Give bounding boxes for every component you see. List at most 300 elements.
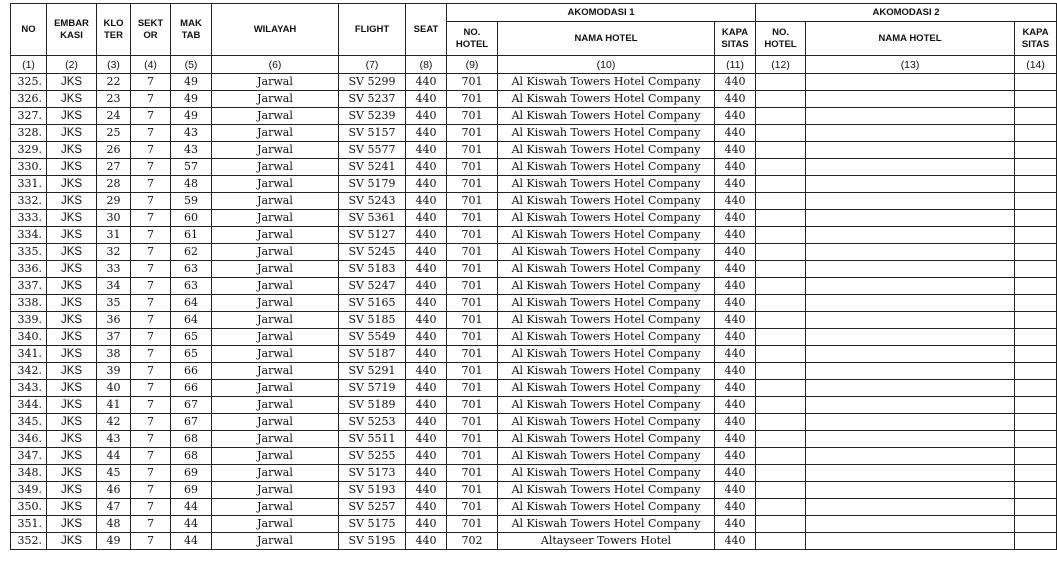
cell-wilayah: Jarwal [212,278,339,295]
cell-maktab: 43 [171,125,212,142]
table-row [11,193,1057,210]
cell-wilayah: Jarwal [212,363,339,380]
cell-embarkasi: JKS [47,533,97,550]
cell-no: 332. [11,193,47,210]
cell-kloter: 36 [97,312,131,329]
table-row [11,363,1057,380]
cell-nama-hotel-2 [806,312,1015,329]
cell-no: 333. [11,210,47,227]
cell-flight: SV 5245 [339,244,406,261]
cell-maktab: 49 [171,108,212,125]
cell-sektor: 7 [131,346,171,363]
cell-seat: 440 [406,108,447,125]
cell-nama-hotel-2 [806,210,1015,227]
cell-flight: SV 5299 [339,74,406,91]
cell-no-hotel-2 [756,295,806,312]
header-flight: FLIGHT [339,4,406,56]
header-no-hotel-2: NO. HOTEL [756,22,806,56]
cell-no-hotel-2 [756,312,806,329]
cell-kapasitas-2 [1015,176,1057,193]
cell-nama-hotel: Al Kiswah Towers Hotel Company [498,108,715,125]
cell-embarkasi: JKS [47,278,97,295]
cell-kapasitas: 440 [715,261,756,278]
cell-wilayah: Jarwal [212,91,339,108]
cell-seat: 440 [406,261,447,278]
cell-no-hotel-2 [756,159,806,176]
header-akomodasi-1: AKOMODASI 1 [447,4,756,22]
cell-nama-hotel-2 [806,227,1015,244]
cell-kapasitas-2 [1015,499,1057,516]
cell-seat: 440 [406,278,447,295]
cell-nama-hotel-2 [806,516,1015,533]
cell-flight: SV 5255 [339,448,406,465]
cell-seat: 440 [406,244,447,261]
cell-no-hotel: 701 [447,499,498,516]
cell-seat: 440 [406,227,447,244]
table-row [11,261,1057,278]
table-body-top [11,74,1057,261]
cell-seat: 440 [406,397,447,414]
cell-kapasitas: 440 [715,363,756,380]
cell-kapasitas: 440 [715,329,756,346]
cell-seat: 440 [406,176,447,193]
cell-no: 348. [11,465,47,482]
header-embarkasi: EMBAR KASI [47,4,97,56]
header-seat: SEAT [406,4,447,56]
cell-kapasitas-2 [1015,142,1057,159]
cell-nama-hotel: Al Kiswah Towers Hotel Company [498,91,715,108]
cell-wilayah: Jarwal [212,125,339,142]
cell-nama-hotel: Al Kiswah Towers Hotel Company [498,465,715,482]
cell-seat: 440 [406,414,447,431]
cell-no-hotel-2 [756,142,806,159]
cell-embarkasi: JKS [47,397,97,414]
cell-no: 325. [11,74,47,91]
table-row [11,278,1057,295]
cell-maktab: 63 [171,261,212,278]
cell-no-hotel-2 [756,74,806,91]
cell-nama-hotel-2 [806,142,1015,159]
header-kapasitas-1: KAPA SITAS [715,22,756,56]
cell-maktab: 43 [171,142,212,159]
cell-flight: SV 5361 [339,210,406,227]
cell-embarkasi: JKS [47,363,97,380]
cell-wilayah: Jarwal [212,142,339,159]
cell-wilayah: Jarwal [212,516,339,533]
cell-nama-hotel-2 [806,499,1015,516]
cell-kloter: 32 [97,244,131,261]
cell-maktab: 67 [171,397,212,414]
cell-kapasitas-2 [1015,193,1057,210]
cell-seat: 440 [406,91,447,108]
cell-flight: SV 5237 [339,91,406,108]
cell-kloter: 29 [97,193,131,210]
table-row [11,414,1057,431]
cell-no-hotel: 701 [447,125,498,142]
cell-maktab: 44 [171,516,212,533]
cell-flight: SV 5193 [339,482,406,499]
cell-no-hotel-2 [756,397,806,414]
cell-no-hotel-2 [756,261,806,278]
cell-seat: 440 [406,499,447,516]
cell-no-hotel-2 [756,431,806,448]
cell-embarkasi: JKS [47,244,97,261]
table-row [11,142,1057,159]
cell-seat: 440 [406,516,447,533]
cell-flight: SV 5577 [339,142,406,159]
table-row [11,329,1057,346]
cell-maktab: 63 [171,278,212,295]
cell-kapasitas: 440 [715,244,756,261]
cell-sektor: 7 [131,261,171,278]
cell-nama-hotel: Al Kiswah Towers Hotel Company [498,482,715,499]
cell-kapasitas: 440 [715,210,756,227]
cell-sektor: 7 [131,176,171,193]
cell-wilayah: Jarwal [212,74,339,91]
cell-sektor: 7 [131,516,171,533]
cell-nama-hotel: Al Kiswah Towers Hotel Company [498,210,715,227]
cell-sektor: 7 [131,499,171,516]
table-row [11,465,1057,482]
cell-maktab: 57 [171,159,212,176]
cell-no-hotel: 701 [447,108,498,125]
cell-sektor: 7 [131,397,171,414]
table-row [11,380,1057,397]
cell-kapasitas: 440 [715,431,756,448]
col-number: (14) [1015,56,1057,74]
cell-flight: SV 5157 [339,125,406,142]
cell-flight: SV 5179 [339,176,406,193]
header-kapasitas-2: KAPA SITAS [1015,22,1057,56]
table-row [11,516,1057,533]
cell-embarkasi: JKS [47,125,97,142]
cell-embarkasi: JKS [47,312,97,329]
cell-flight: SV 5189 [339,397,406,414]
cell-kloter: 44 [97,448,131,465]
cell-wilayah: Jarwal [212,431,339,448]
cell-kapasitas: 440 [715,397,756,414]
cell-seat: 440 [406,346,447,363]
cell-wilayah: Jarwal [212,312,339,329]
cell-kloter: 49 [97,533,131,550]
cell-no-hotel: 701 [447,516,498,533]
cell-maktab: 44 [171,499,212,516]
cell-nama-hotel-2 [806,193,1015,210]
cell-no-hotel: 701 [447,176,498,193]
cell-wilayah: Jarwal [212,465,339,482]
cell-kapasitas: 440 [715,176,756,193]
cell-no: 337. [11,278,47,295]
cell-embarkasi: JKS [47,91,97,108]
cell-nama-hotel: Al Kiswah Towers Hotel Company [498,380,715,397]
cell-wilayah: Jarwal [212,193,339,210]
cell-embarkasi: JKS [47,516,97,533]
col-number: (8) [406,56,447,74]
table-row [11,448,1057,465]
cell-sektor: 7 [131,465,171,482]
cell-wilayah: Jarwal [212,244,339,261]
cell-nama-hotel: Al Kiswah Towers Hotel Company [498,142,715,159]
cell-no-hotel-2 [756,108,806,125]
cell-kapasitas-2 [1015,244,1057,261]
cell-kloter: 46 [97,482,131,499]
cell-nama-hotel-2 [806,91,1015,108]
cell-kapasitas-2 [1015,210,1057,227]
header-akomodasi-2: AKOMODASI 2 [756,4,1057,22]
cell-seat: 440 [406,482,447,499]
cell-no-hotel-2 [756,346,806,363]
cell-sektor: 7 [131,448,171,465]
cell-nama-hotel: Al Kiswah Towers Hotel Company [498,499,715,516]
cell-wilayah: Jarwal [212,397,339,414]
cell-kloter: 23 [97,91,131,108]
cell-no-hotel: 701 [447,278,498,295]
cell-kapasitas: 440 [715,142,756,159]
cell-kapasitas: 440 [715,380,756,397]
cell-kloter: 34 [97,278,131,295]
cell-kapasitas-2 [1015,295,1057,312]
cell-seat: 440 [406,363,447,380]
cell-kapasitas-2 [1015,159,1057,176]
cell-no-hotel: 701 [447,159,498,176]
cell-flight: SV 5175 [339,516,406,533]
cell-embarkasi: JKS [47,227,97,244]
cell-kloter: 39 [97,363,131,380]
cell-nama-hotel-2 [806,414,1015,431]
cell-maktab: 62 [171,244,212,261]
cell-wilayah: Jarwal [212,159,339,176]
cell-wilayah: Jarwal [212,108,339,125]
cell-sektor: 7 [131,533,171,550]
cell-no-hotel: 701 [447,363,498,380]
cell-maktab: 65 [171,329,212,346]
cell-flight: SV 5127 [339,227,406,244]
cell-nama-hotel: Al Kiswah Towers Hotel Company [498,431,715,448]
cell-no-hotel-2 [756,516,806,533]
cell-kloter: 42 [97,414,131,431]
cell-no-hotel: 701 [447,193,498,210]
cell-seat: 440 [406,533,447,550]
cell-no: 347. [11,448,47,465]
cell-seat: 440 [406,74,447,91]
cell-kapasitas: 440 [715,108,756,125]
cell-no: 345. [11,414,47,431]
cell-kapasitas-2 [1015,329,1057,346]
cell-wilayah: Jarwal [212,346,339,363]
cell-no-hotel: 701 [447,431,498,448]
cell-flight: SV 5187 [339,346,406,363]
cell-maktab: 67 [171,414,212,431]
cell-no: 335. [11,244,47,261]
header-sektor: SEKT OR [131,4,171,56]
cell-no: 343. [11,380,47,397]
cell-nama-hotel: Al Kiswah Towers Hotel Company [498,244,715,261]
cell-flight: SV 5165 [339,295,406,312]
col-number: (10) [498,56,715,74]
table-row [11,346,1057,363]
cell-kapasitas: 440 [715,448,756,465]
cell-kloter: 40 [97,380,131,397]
cell-no-hotel-2 [756,465,806,482]
cell-nama-hotel: Al Kiswah Towers Hotel Company [498,74,715,91]
cell-kapasitas: 440 [715,312,756,329]
cell-flight: SV 5183 [339,261,406,278]
accommodation-table [10,3,1057,550]
col-number: (6) [212,56,339,74]
cell-kapasitas-2 [1015,448,1057,465]
cell-kapasitas: 440 [715,227,756,244]
cell-maktab: 60 [171,210,212,227]
cell-no-hotel-2 [756,176,806,193]
cell-sektor: 7 [131,312,171,329]
cell-embarkasi: JKS [47,329,97,346]
col-number: (3) [97,56,131,74]
cell-maktab: 48 [171,176,212,193]
header-no-hotel-1: NO. HOTEL [447,22,498,56]
cell-sektor: 7 [131,329,171,346]
cell-wilayah: Jarwal [212,499,339,516]
cell-nama-hotel-2 [806,448,1015,465]
cell-kloter: 31 [97,227,131,244]
cell-no-hotel-2 [756,193,806,210]
cell-kloter: 27 [97,159,131,176]
cell-kapasitas-2 [1015,74,1057,91]
table-row [11,431,1057,448]
cell-wilayah: Jarwal [212,329,339,346]
cell-wilayah: Jarwal [212,210,339,227]
cell-no-hotel-2 [756,91,806,108]
cell-embarkasi: JKS [47,465,97,482]
cell-kapasitas: 440 [715,465,756,482]
cell-maktab: 49 [171,74,212,91]
table-row [11,125,1057,142]
cell-nama-hotel-2 [806,74,1015,91]
cell-no: 341. [11,346,47,363]
cell-kloter: 37 [97,329,131,346]
cell-nama-hotel-2 [806,261,1015,278]
cell-no: 327. [11,108,47,125]
cell-kapasitas-2 [1015,533,1057,550]
cell-no: 336. [11,261,47,278]
table-row [11,397,1057,414]
cell-nama-hotel: Al Kiswah Towers Hotel Company [498,516,715,533]
cell-seat: 440 [406,142,447,159]
cell-sektor: 7 [131,380,171,397]
cell-nama-hotel-2 [806,244,1015,261]
cell-no-hotel-2 [756,380,806,397]
cell-sektor: 7 [131,125,171,142]
table-row [11,533,1057,550]
cell-sektor: 7 [131,482,171,499]
cell-sektor: 7 [131,108,171,125]
cell-nama-hotel-2 [806,363,1015,380]
table-row [11,227,1057,244]
table-header [11,4,1057,74]
cell-no-hotel-2 [756,482,806,499]
cell-kapasitas: 440 [715,125,756,142]
cell-nama-hotel-2 [806,108,1015,125]
cell-kloter: 25 [97,125,131,142]
cell-no-hotel: 701 [447,346,498,363]
header-nama-hotel-1: NAMA HOTEL [498,22,715,56]
cell-embarkasi: JKS [47,261,97,278]
cell-kapasitas-2 [1015,261,1057,278]
header-nama-hotel-2: NAMA HOTEL [806,22,1015,56]
cell-kloter: 35 [97,295,131,312]
cell-nama-hotel: Al Kiswah Towers Hotel Company [498,261,715,278]
cell-seat: 440 [406,448,447,465]
cell-nama-hotel: Al Kiswah Towers Hotel Company [498,295,715,312]
cell-kapasitas-2 [1015,380,1057,397]
cell-embarkasi: JKS [47,142,97,159]
cell-nama-hotel: Al Kiswah Towers Hotel Company [498,329,715,346]
header-kloter: KLO TER [97,4,131,56]
cell-no: 334. [11,227,47,244]
cell-nama-hotel-2 [806,431,1015,448]
column-number-row [11,56,1057,74]
cell-no-hotel: 701 [447,329,498,346]
cell-kloter: 45 [97,465,131,482]
cell-sektor: 7 [131,193,171,210]
cell-flight: SV 5291 [339,363,406,380]
cell-sektor: 7 [131,210,171,227]
cell-kloter: 26 [97,142,131,159]
cell-kapasitas: 440 [715,74,756,91]
cell-kloter: 38 [97,346,131,363]
cell-wilayah: Jarwal [212,380,339,397]
col-number: (5) [171,56,212,74]
cell-wilayah: Jarwal [212,261,339,278]
cell-maktab: 66 [171,380,212,397]
cell-maktab: 69 [171,465,212,482]
cell-nama-hotel-2 [806,346,1015,363]
cell-wilayah: Jarwal [212,448,339,465]
cell-no: 330. [11,159,47,176]
cell-kapasitas: 440 [715,499,756,516]
table-row [11,312,1057,329]
cell-no-hotel: 701 [447,295,498,312]
cell-no-hotel: 701 [447,261,498,278]
cell-sektor: 7 [131,74,171,91]
cell-maktab: 68 [171,431,212,448]
cell-seat: 440 [406,295,447,312]
cell-kapasitas-2 [1015,312,1057,329]
cell-no-hotel: 701 [447,448,498,465]
cell-flight: SV 5239 [339,108,406,125]
col-number: (11) [715,56,756,74]
table-row [11,482,1057,499]
table-row [11,159,1057,176]
cell-kapasitas-2 [1015,91,1057,108]
cell-no-hotel: 701 [447,74,498,91]
cell-no: 329. [11,142,47,159]
cell-kloter: 48 [97,516,131,533]
cell-no-hotel-2 [756,448,806,465]
cell-kapasitas: 440 [715,91,756,108]
cell-no: 349. [11,482,47,499]
cell-wilayah: Jarwal [212,533,339,550]
cell-embarkasi: JKS [47,499,97,516]
cell-maktab: 69 [171,482,212,499]
cell-sektor: 7 [131,431,171,448]
cell-nama-hotel-2 [806,125,1015,142]
cell-nama-hotel: Al Kiswah Towers Hotel Company [498,448,715,465]
table-row [11,499,1057,516]
cell-kapasitas-2 [1015,482,1057,499]
cell-nama-hotel: Al Kiswah Towers Hotel Company [498,125,715,142]
cell-kapasitas-2 [1015,346,1057,363]
cell-nama-hotel-2 [806,176,1015,193]
